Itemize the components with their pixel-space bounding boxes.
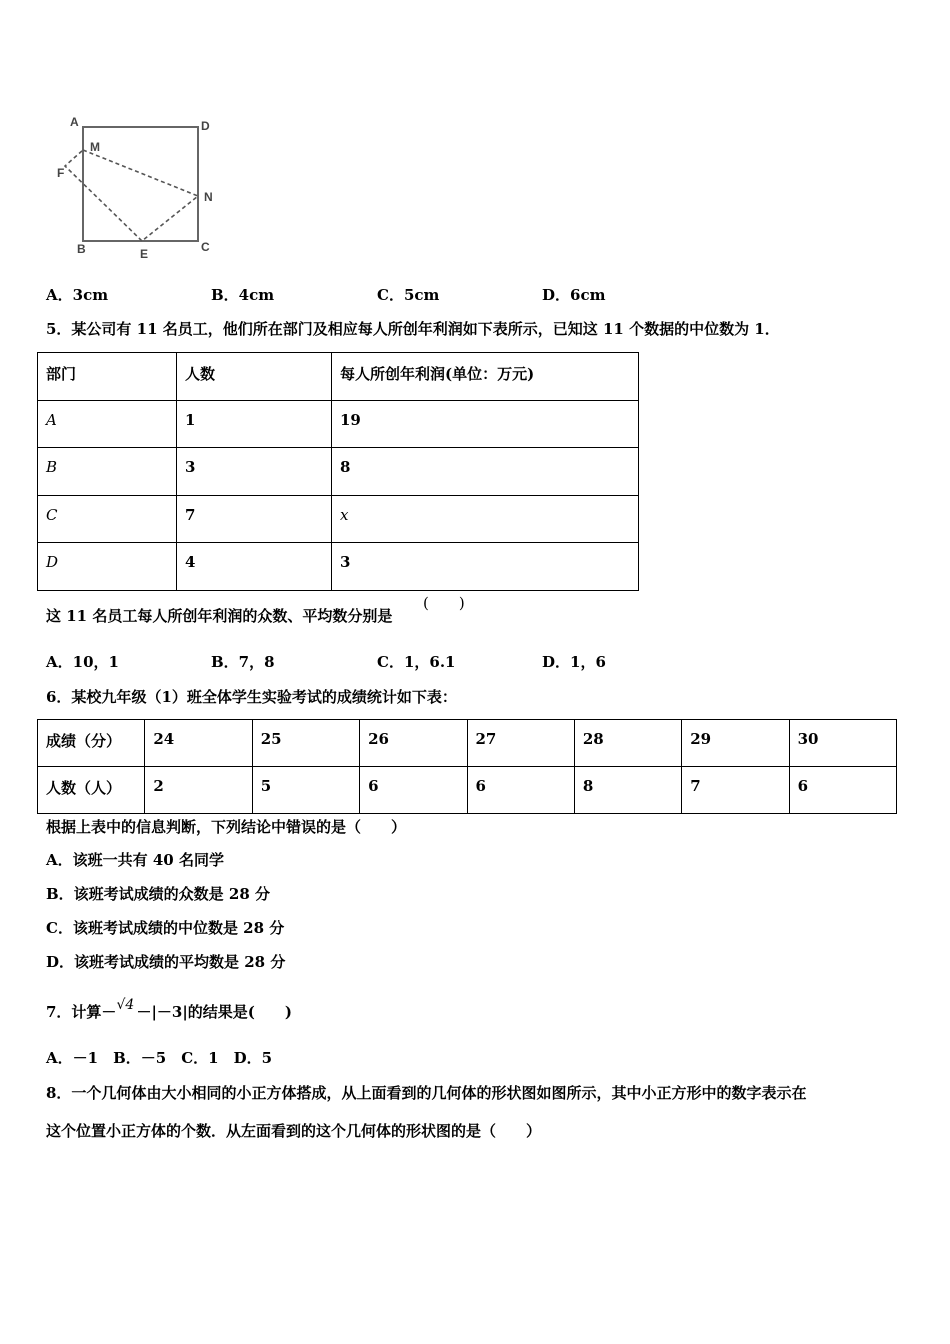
q8-line1: 8．一个几何体由大小相同的小正方体搭成，从上面看到的几何体的形状图如图所示，其中小正方形中的数字表示在 (46, 1084, 807, 1102)
q5-question: 这 11 名员工每人所创年利润的众数、平均数分别是 (46, 607, 393, 625)
svg-text:M: M (90, 140, 100, 154)
cell: 3 (177, 448, 332, 496)
option-c[interactable]: C．该班考试成绩的中位数是 28 分 (46, 919, 285, 937)
square-figure (0, 0, 240, 270)
cell: B (38, 448, 177, 496)
header-cell: 部门 (38, 353, 177, 401)
svg-text:D: D (201, 119, 210, 133)
option-d[interactable]: D．1，6 (542, 653, 606, 671)
q6-table (37, 719, 897, 814)
svg-text:N: N (204, 190, 213, 204)
cell: 6 (789, 767, 896, 814)
q7-options[interactable]: A．－1 B．－5 C．1 D．5 (46, 1049, 273, 1067)
cell: 26 (360, 720, 467, 767)
cell: 人数（人） (38, 767, 145, 814)
option-d[interactable]: D．6cm (542, 286, 606, 304)
cell: 7 (177, 496, 332, 543)
cell: 27 (467, 720, 574, 767)
cell: 1 (177, 401, 332, 448)
q7-suffix: －|－3|的结果是( ) (136, 1003, 292, 1021)
cell: 4 (177, 543, 332, 591)
option-d[interactable]: D．该班考试成绩的平均数是 28 分 (46, 953, 286, 971)
option-b[interactable]: B．4cm (211, 286, 275, 304)
cell: 28 (574, 720, 681, 767)
cell: 8 (332, 448, 639, 496)
cell: 19 (332, 401, 639, 448)
cell: x (332, 496, 639, 543)
svg-text:B: B (77, 242, 86, 256)
cell: 6 (360, 767, 467, 814)
option-b[interactable]: B．该班考试成绩的众数是 28 分 (46, 885, 270, 903)
cell: 29 (682, 720, 789, 767)
q5-stem: 5．某公司有 11 名员工，他们所在部门及相应每人所创年利润如下表所示，已知这 11 个数据的中位数为 1． (46, 320, 780, 338)
q6-question: 根据上表中的信息判断，下列结论中错误的是（ ） (46, 818, 407, 836)
q8-line2: 这个位置小正方体的个数．从左面看到的这个几何体的形状图的是（ ） (46, 1122, 542, 1140)
cell: C (38, 496, 177, 543)
svg-text:A: A (70, 115, 79, 129)
option-c[interactable]: C．5cm (377, 286, 440, 304)
cell: A (38, 401, 177, 448)
sqrt-4: √4 (116, 997, 135, 1013)
option-a[interactable]: A．10，1 (46, 653, 119, 671)
cell: 6 (467, 767, 574, 814)
q5-table (37, 352, 639, 591)
option-c[interactable]: C．1，6.1 (377, 653, 456, 671)
cell: 8 (574, 767, 681, 814)
option-a[interactable]: A．该班一共有 40 名同学 (46, 851, 224, 869)
q7-prefix: 7．计算－ (46, 1003, 117, 1021)
cell: 30 (789, 720, 896, 767)
answer-paren: ( ) (423, 594, 465, 612)
cell: 25 (252, 720, 359, 767)
cell: 5 (252, 767, 359, 814)
svg-text:F: F (57, 166, 65, 180)
header-cell: 人数 (177, 353, 332, 401)
cell: 7 (682, 767, 789, 814)
q6-stem: 6．某校九年级（1）班全体学生实验考试的成绩统计如下表： (46, 688, 457, 706)
svg-text:C: C (201, 240, 210, 254)
cell: 2 (145, 767, 252, 814)
svg-text:E: E (140, 247, 149, 261)
cell: D (38, 543, 177, 591)
q7-stem (46, 997, 292, 1022)
header-cell: 每人所创年利润(单位：万元) (332, 353, 639, 401)
cell: 3 (332, 543, 639, 591)
cell: 成绩（分） (38, 720, 145, 767)
cell: 24 (145, 720, 252, 767)
option-b[interactable]: B．7，8 (211, 653, 275, 671)
option-a[interactable]: A．3cm (46, 286, 109, 304)
